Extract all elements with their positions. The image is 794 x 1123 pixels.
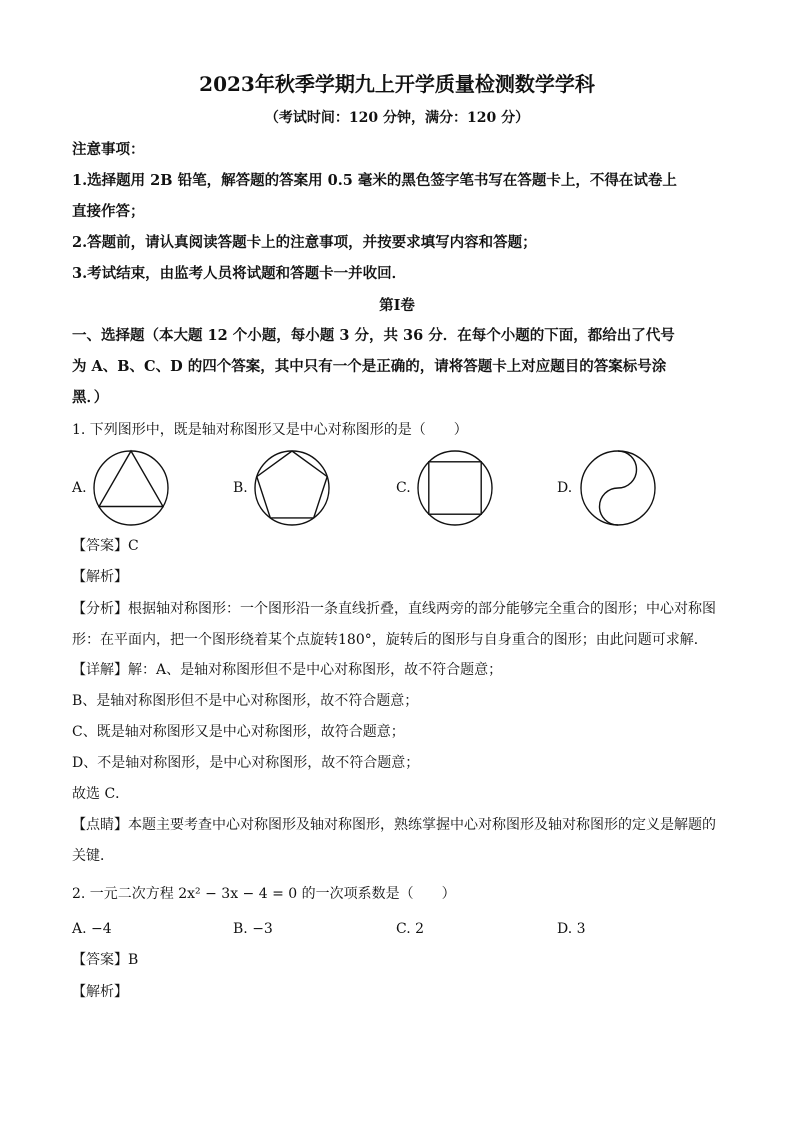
notice-item-1-cont: 直接作答； bbox=[72, 203, 145, 220]
section-heading-end: 黑．） bbox=[72, 389, 109, 406]
circle-square-figure bbox=[414, 448, 496, 528]
q1-stem: 1. 下列图形中，既是轴对称图形又是中心对称图形的是（ ） bbox=[72, 422, 468, 438]
q1-answer: 【答案】C bbox=[72, 538, 139, 554]
exam-info: （考试时间：120 分钟，满分：120 分） bbox=[264, 110, 530, 126]
q2-option-c: C. 2 bbox=[396, 921, 425, 937]
notice-item-2: 2.答题前，请认真阅读答题卡上的注意事项，并按要求填写内容和答题； bbox=[72, 234, 537, 251]
q2-analysis-label: 【解析】 bbox=[72, 984, 128, 1000]
circle-yinyang-figure bbox=[577, 448, 659, 528]
q2-answer: 【答案】B bbox=[72, 952, 139, 968]
section-heading-cont: 为 A、B、C、D 的四个答案，其中只有一个是正确的，请将答题卡上对应题目的答案标号涂 bbox=[72, 358, 667, 375]
q2-option-d: D. 3 bbox=[557, 921, 586, 937]
notice-item-3: 3.考试结束，由监考人员将试题和答题卡一并收回． bbox=[72, 265, 407, 282]
q1-option-a-label: A. bbox=[72, 480, 87, 496]
q1-comment: 【点睛】本题主要考查中心对称图形及轴对称图形，熟练掌握中心对称图形及轴对称图形的定义是解题的 bbox=[72, 817, 716, 833]
q2-option-a: A. −4 bbox=[72, 921, 112, 937]
q1-detail-d: D、不是轴对称图形，是中心对称图形，故不符合题意； bbox=[72, 755, 420, 771]
q1-option-c-label: C. bbox=[396, 480, 411, 496]
section-heading: 一、选择题（本大题 12 个小题，每小题 3 分，共 36 分．在每个小题的下面，都给出了代号 bbox=[72, 327, 675, 344]
q2-stem: 2. 一元二次方程 2x² − 3x − 4 = 0 的一次项系数是（ ） bbox=[72, 886, 456, 902]
q1-fenxi-cont: 形：在平面内，把一个图形绕着某个点旋转180°，旋转后的图形与自身重合的图形；由此问题可求解． bbox=[72, 632, 708, 648]
q1-comment-cont: 关键． bbox=[72, 848, 114, 864]
q1-fenxi: 【分析】根据轴对称图形：一个图形沿一条直线折叠，直线两旁的部分能够完全重合的图形；中心对称图 bbox=[72, 601, 716, 617]
circle-pentagon-figure bbox=[251, 448, 333, 528]
circle-triangle-figure bbox=[90, 448, 172, 528]
notice-item-1: 1.选择题用 2B 铅笔，解答题的答案用 0.5 毫米的黑色签字笔书写在答题卡上，不得在试卷上 bbox=[72, 172, 677, 189]
q1-analysis-label: 【解析】 bbox=[72, 569, 128, 585]
q1-conclusion: 故选 C． bbox=[72, 786, 130, 802]
q2-option-b: B. −3 bbox=[233, 921, 273, 937]
q1-detail-b: B、是轴对称图形但不是中心对称图形，故不符合题意； bbox=[72, 693, 419, 709]
q1-option-b-label: B. bbox=[233, 480, 248, 496]
notice-heading: 注意事项： bbox=[72, 141, 145, 158]
q1-detail-c: C、既是轴对称图形又是中心对称图形，故符合题意； bbox=[72, 724, 405, 740]
volume-title: 第Ⅰ卷 bbox=[379, 297, 415, 314]
q1-detail-a: 【详解】解：A、是轴对称图形但不是中心对称图形，故不符合题意； bbox=[72, 662, 503, 678]
page-title: 2023年秋季学期九上开学质量检测数学学科 bbox=[199, 72, 595, 96]
q1-option-d-label: D. bbox=[557, 480, 573, 496]
